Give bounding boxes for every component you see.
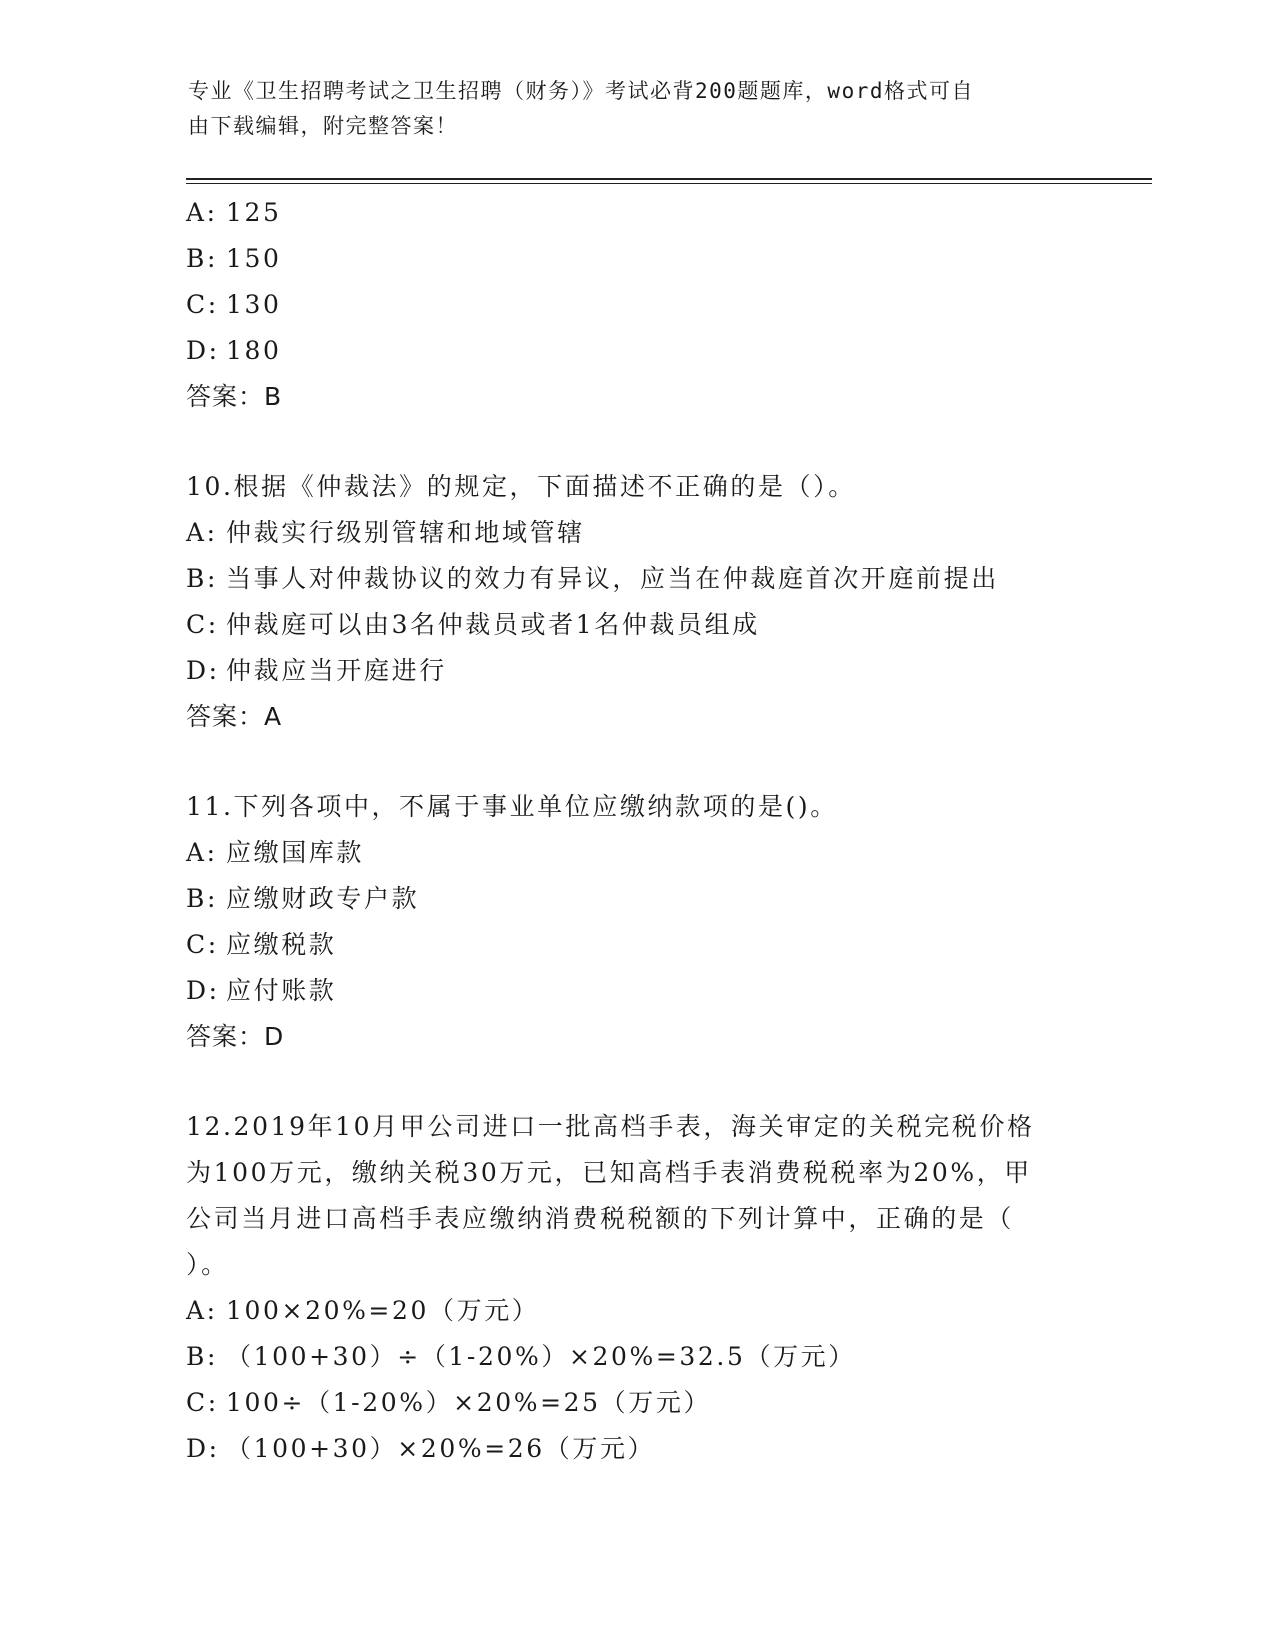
answer-line: 答案：B <box>186 382 283 411</box>
option-text: 仲裁庭可以由3名仲裁员或者1名仲裁员组成 <box>226 610 760 639</box>
option-text: 180 <box>226 336 282 365</box>
option-text: 100×20%=20（万元） <box>226 1296 540 1325</box>
question-stem: 11.下列各项中，不属于事业单位应缴纳款项的是()。 <box>186 792 838 821</box>
option-label: B: <box>186 564 218 593</box>
option-text: 100÷（1-20%）×20%=25（万元） <box>226 1388 712 1417</box>
question-11 <box>186 784 1086 1060</box>
option-text: 当事人对仲裁协议的效力有异议，应当在仲裁庭首次开庭前提出 <box>226 564 999 593</box>
option-label: D: <box>186 976 220 1005</box>
option-label: A: <box>186 198 218 227</box>
option-text: （100+30）÷（1-20%）×20%=32.5（万元） <box>226 1342 856 1371</box>
question-12 <box>186 1104 1086 1472</box>
option-label: D: <box>186 1434 220 1463</box>
option-d <box>186 648 1086 694</box>
header-divider-thin <box>186 183 1152 184</box>
option-text: 仲裁应当开庭进行 <box>226 656 447 685</box>
option-label: D: <box>186 656 220 685</box>
option-c <box>186 1380 1086 1426</box>
question-stem: 10.根据《仲裁法》的规定，下面描述不正确的是（）。 <box>186 472 856 501</box>
option-a <box>186 190 1086 236</box>
option-text: 应缴税款 <box>226 930 337 959</box>
answer-line: 答案：D <box>186 1022 285 1051</box>
question-stem-line-1: 12.2019年10月甲公司进口一批高档手表，海关审定的关税完税价格 <box>186 1112 1035 1141</box>
answer-line: 答案：A <box>186 702 283 731</box>
option-text: 150 <box>226 244 282 273</box>
option-b <box>186 556 1086 602</box>
option-text: 应缴国库款 <box>226 838 365 867</box>
header-divider-thick <box>186 178 1152 180</box>
option-text: 125 <box>226 198 282 227</box>
option-label: A: <box>186 838 218 867</box>
option-b <box>186 1334 1086 1380</box>
option-label: B: <box>186 1342 218 1371</box>
question-list <box>186 190 1086 1472</box>
option-text: 仲裁实行级别管辖和地域管辖 <box>226 518 585 547</box>
question-stem-line-2: 为100万元，缴纳关税30万元，已知高档手表消费税税率为20%，甲 <box>186 1158 1032 1187</box>
option-a <box>186 1288 1086 1334</box>
option-label: A: <box>186 518 218 547</box>
option-label: D: <box>186 336 220 365</box>
option-c <box>186 602 1086 648</box>
option-label: C: <box>186 1388 219 1417</box>
question-9 <box>186 190 1086 420</box>
header-line-2: 由下载编辑，附完整答案！ <box>188 114 458 138</box>
option-label: C: <box>186 610 219 639</box>
option-a <box>186 830 1086 876</box>
option-label: C: <box>186 290 219 319</box>
option-d <box>186 1426 1086 1472</box>
option-label: B: <box>186 884 218 913</box>
option-label: A: <box>186 1296 218 1325</box>
option-d <box>186 968 1086 1014</box>
option-text: 应付账款 <box>226 976 337 1005</box>
option-c <box>186 922 1086 968</box>
option-b <box>186 236 1086 282</box>
question-stem-line-3: 公司当月进口高档手表应缴纳消费税税额的下列计算中，正确的是（ <box>186 1204 1015 1233</box>
option-b <box>186 876 1086 922</box>
option-text: （100+30）×20%=26（万元） <box>226 1434 656 1463</box>
option-label: B: <box>186 244 218 273</box>
option-a <box>186 510 1086 556</box>
question-10 <box>186 464 1086 740</box>
option-label: C: <box>186 930 219 959</box>
option-c <box>186 282 1086 328</box>
header-line-1: 专业《卫生招聘考试之卫生招聘（财务）》考试必背200题题库，word格式可自 <box>188 79 974 103</box>
option-text: 应缴财政专户款 <box>226 884 420 913</box>
page-header <box>188 74 1068 144</box>
question-stem-line-4: ）。 <box>186 1250 229 1279</box>
option-text: 130 <box>226 290 282 319</box>
option-d <box>186 328 1086 374</box>
